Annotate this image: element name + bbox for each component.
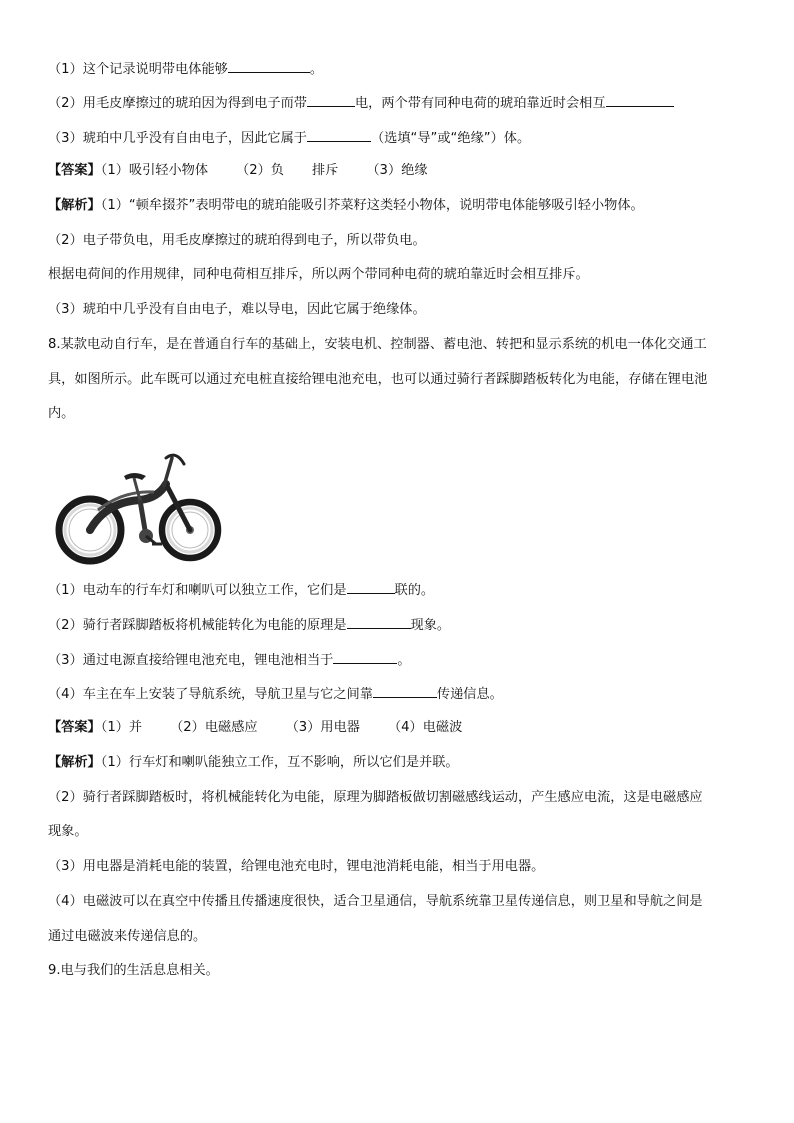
q8-sub2-end: 现象。: [410, 618, 451, 633]
q7-sub2-text: （2）用毛皮摩擦过的琥珀因为得到电子而带: [48, 96, 307, 111]
q7-analysis-1: [48, 196, 644, 216]
q8-stem-line-3: 内。: [48, 406, 75, 421]
q8-analysis-2a: （2）骑行者踩脚踏板时，将机械能转化为电能，原理为脚踏板做切割磁感线运动，产生感应电流，这是电磁感应: [48, 790, 703, 805]
q7-sub3: [48, 127, 530, 149]
q7-sub2-text2: 电，两个带有同种电荷的琥珀靠近时会相互: [354, 96, 606, 111]
q8-analysis-2b: 现象。: [48, 824, 88, 839]
answer-blank: [373, 683, 437, 698]
q8-sub4: [48, 683, 503, 705]
q7-analysis-text: （1）“顿牟掇芥”表明带电的琥珀能吸引芥菜籽这类轻小物体，说明带电体能够吸引轻小物体。: [100, 198, 644, 213]
answer-blank: [307, 92, 355, 107]
electric-bicycle-image: [54, 440, 224, 565]
q8-sub1-end: 联的。: [394, 583, 435, 598]
q7-sub1-text: （1）这个记录说明带电体能够: [48, 62, 228, 77]
q8-answer-1: （1）并: [100, 720, 143, 735]
q7-sub1-end: 。: [309, 62, 324, 77]
q8-sub4-text: （4）车主在车上安装了导航系统，导航卫星与它之间靠: [48, 687, 373, 702]
answer-label: 【答案】: [48, 163, 101, 178]
q7-answer: [48, 161, 428, 181]
q8-sub1-text: （1）电动车的行车灯和喇叭可以独立工作，它们是: [48, 583, 347, 598]
analysis-label: 【解析】: [48, 755, 101, 770]
q9-stem: 9.电与我们的生活息息相关。: [48, 963, 219, 978]
answer-blank: [347, 579, 395, 594]
q8-answer-3: （3）用电器: [285, 720, 360, 735]
answer-blank: [307, 127, 371, 142]
q7-analysis-3: 根据电荷间的作用规律，同种电荷相互排斥，所以两个带同种电荷的琥珀靠近时会相互排斥。: [48, 267, 589, 282]
q7-sub2: [48, 92, 674, 114]
q7-analysis-4: （3）琥珀中几乎没有自由电子，难以导电，因此它属于绝缘体。: [48, 302, 426, 317]
q8-analysis-4b: 通过电磁波来传递信息的。: [48, 929, 207, 944]
answer-blank: [228, 58, 310, 73]
q8-answer-4: （4）电磁波: [387, 720, 463, 735]
answer-blank: [347, 614, 411, 629]
q7-answer-3: （3）绝缘: [366, 163, 428, 178]
q7-sub3-end: （选填“导”或“绝缘”）体。: [370, 131, 531, 146]
q8-analysis-text: （1）行车灯和喇叭能独立工作，互不影响，所以它们是并联。: [100, 755, 459, 770]
q8-answer-2: （2）电磁感应: [170, 720, 258, 735]
q8-analysis-3: （3）用电器是消耗电能的装置，给锂电池充电时，锂电池消耗电能，相当于用电器。: [48, 859, 545, 874]
q8-sub3-end: 。: [397, 653, 411, 668]
q8-sub4-end: 传递信息。: [436, 687, 503, 702]
q8-sub2: [48, 614, 450, 636]
q7-sub3-text: （3）琥珀中几乎没有自由电子，因此它属于: [48, 131, 307, 146]
q8-sub3: [48, 649, 411, 671]
q8-sub3-text: （3）通过电源直接给锂电池充电，锂电池相当于: [48, 653, 334, 668]
q8-sub1: [48, 579, 434, 601]
q8-sub2-text: （2）骑行者踩脚踏板将机械能转化为电能的原理是: [48, 618, 347, 633]
q7-answer-1: （1）吸引轻小物体: [100, 163, 209, 178]
q7-answer-2: （2）负: [236, 163, 284, 178]
q8-stem-line-1: 8.某款电动自行车，是在普通自行车的基础上，安装电机、控制器、蓄电池、转把和显示系统的机电一体化交通工: [48, 337, 707, 352]
q7-sub1: [48, 58, 323, 80]
answer-blank: [333, 649, 397, 664]
answer-blank: [606, 92, 674, 107]
q8-answer: [48, 718, 462, 738]
q8-analysis-4a: （4）电磁波可以在真空中传播且传播速度很快，适合卫星通信，导航系统靠卫星传递信息，则卫星和导航之间是: [48, 894, 703, 909]
analysis-label: 【解析】: [48, 198, 101, 213]
q7-analysis-2: （2）电子带负电，用毛皮摩擦过的琥珀得到电子，所以带负电。: [48, 233, 426, 248]
answer-label: 【答案】: [48, 720, 101, 735]
q7-answer-2b: 排斥: [312, 163, 339, 178]
q8-stem-line-2: 具，如图所示。此车既可以通过充电桩直接给锂电池充电，也可以通过骑行者踩脚踏板转化为电能，存储在锂电池: [48, 372, 708, 387]
q8-analysis-1: [48, 753, 459, 773]
